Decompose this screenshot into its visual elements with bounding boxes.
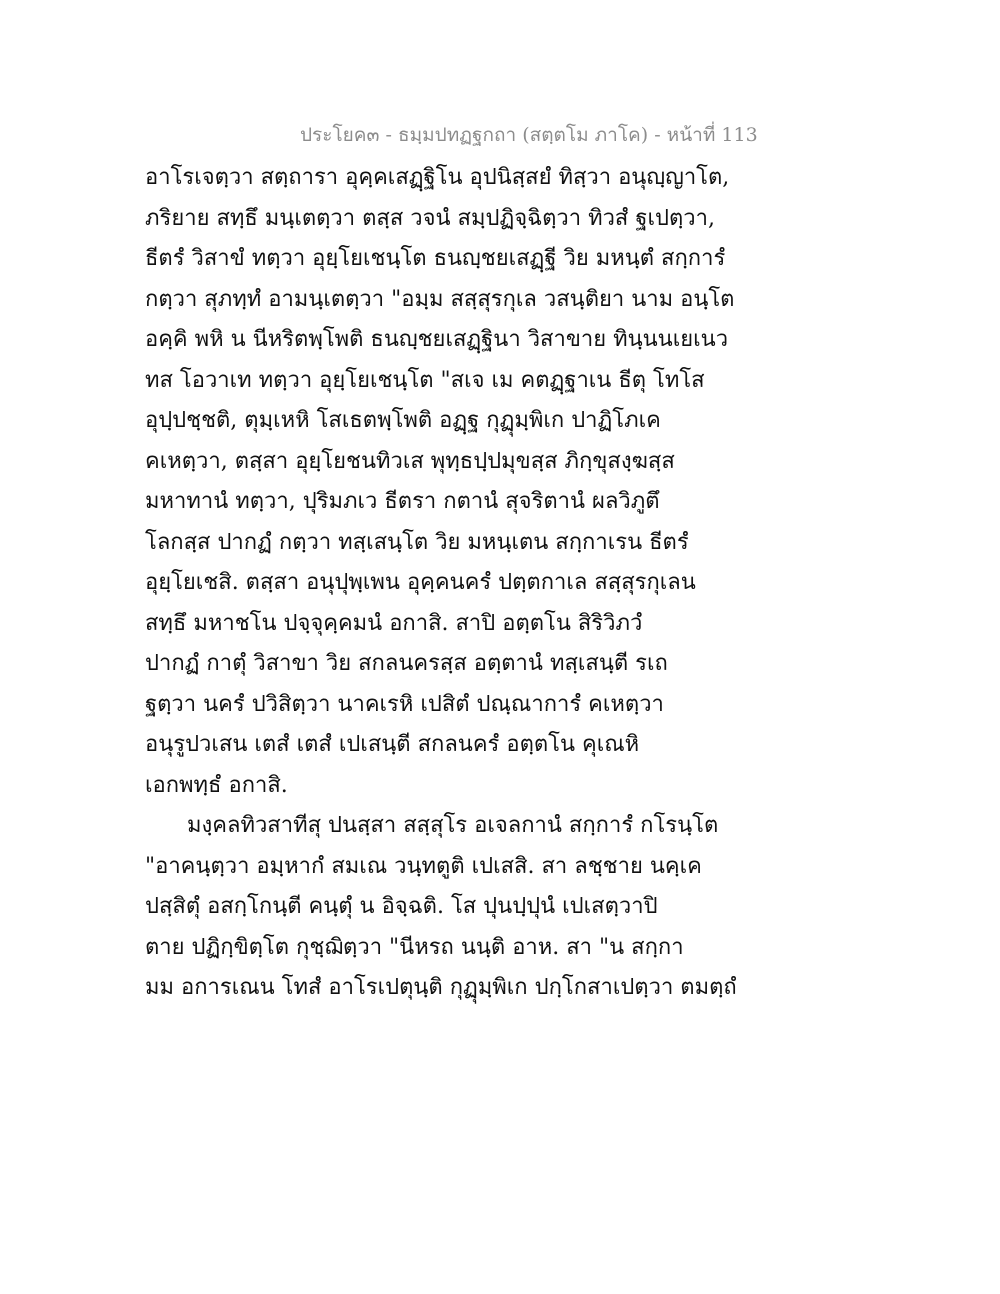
- text-line: อุยฺโยเชสิ. ตสฺสา อนุปุพฺเพน อุคฺคนครํ ปตฺตกาเล สสฺสุรกุเลน: [145, 570, 696, 595]
- text-line: ภริยาย สทฺธึ มนฺเตตฺวา ตสฺส วจนํ สมฺปฏิจฺฉิตฺวา ทิวสํ ฐเปตฺวา,: [145, 205, 715, 231]
- text-line: ธีตรํ วิสาขํ ทตฺวา อุยฺโยเชนฺโต ธนญฺชยเสฏฺฐี วิย มหนฺตํ สกฺการํ: [145, 246, 726, 271]
- text-line: อาโรเจตฺวา สตฺถารา อุคฺคเสฏฺฐิโน อุปนิสฺสยํ ทิสฺวา อนุญฺญาโต,: [145, 165, 730, 190]
- text-line: โลกสฺส ปากฏํ กตฺวา ทสฺเสนฺโต วิย มหนฺเตน สกฺกาเรน ธีตรํ: [145, 529, 689, 555]
- text-line: ฐตฺวา นครํ ปวิสิตฺวา นาคเรหิ เปสิตํ ปณฺณาการํ คเหตฺวา: [145, 691, 664, 717]
- text-line: มม อการเณน โทสํ อาโรเปตุนฺติ กุฏุมฺพิเก ปกฺโกสาเปตฺวา ตมตฺถํ: [145, 975, 737, 1000]
- body-text: [145, 158, 865, 1009]
- page-header: ประโยค๓ - ธมฺมปทฏฐกถา (สตฺตโม ภาโค) - หน้าที่ 113: [300, 124, 758, 146]
- text-line: ปสฺสิตุํ อสกฺโกนฺตี คนฺตุํ น อิจฺฉติ. โส ปุนปฺปุนํ เปเสตฺวาปิ: [145, 894, 658, 919]
- text-line: ปากฏํ กาตุํ วิสาขา วิย สกลนครสฺส อตฺตานํ ทสฺเสนฺตี รเถ: [145, 651, 668, 676]
- text-line: มงฺคลทิวสาทีสุ ปนสฺสา สสฺสุโร อเจลกานํ สกฺการํ กโรนฺโต: [187, 813, 719, 838]
- text-line: สทฺธึ มหาชโน ปจฺจุคฺคมนํ อกาสิ. สาปิ อตฺตโน สิริวิภวํ: [145, 610, 643, 636]
- text-line: อคฺคิ พหิ น นีหริตพฺโพติ ธนญฺชยเสฏฺฐินา วิสาขาย ทินฺนนเยเนว: [145, 327, 729, 352]
- text-line: ตาย ปฏิกฺขิตฺโต กุชฺฌิตฺวา "นีหรถ นนฺติ อาห. สา "น สกฺกา: [145, 934, 684, 960]
- text-line: อุปฺปชฺชติ, ตุมฺเหหิ โสเธตพฺโพติ อฏฺฐ กุฏุมฺพิเก ปาฏิโภเค: [145, 408, 661, 433]
- text-line: มหาทานํ ทตฺวา, ปุริมภเว ธีตรา กตานํ สุจริตานํ ผลวิภูตึ: [145, 489, 660, 514]
- text-line: อนุรูปวเสน เตสํ เตสํ เปเสนฺตี สกลนครํ อตฺตโน คุเณหิ: [145, 732, 640, 757]
- text-line: เอกพทฺธํ อกาสิ.: [145, 772, 288, 798]
- text-line: กตฺวา สุภทฺทํ อามนฺเตตฺวา "อมฺม สสฺสุรกุเล วสนฺติยา นาม อนฺโต: [145, 286, 735, 312]
- text-line: ทส โอวาเท ทตฺวา อุยฺโยเชนฺโต "สเจ เม คตฏฺฐาเน ธีตุ โทโส: [145, 367, 705, 393]
- text-line: "อาคนฺตฺวา อมฺหากํ สมเณ วนฺทตูติ เปเสสิ. สา ลชฺชาย นคฺเค: [145, 853, 702, 879]
- text-line: คเหตฺวา, ตสฺสา อุยฺโยชนทิวเส พุทฺธปฺปมุขสฺส ภิกฺขุสงฺฆสฺส: [145, 448, 675, 474]
